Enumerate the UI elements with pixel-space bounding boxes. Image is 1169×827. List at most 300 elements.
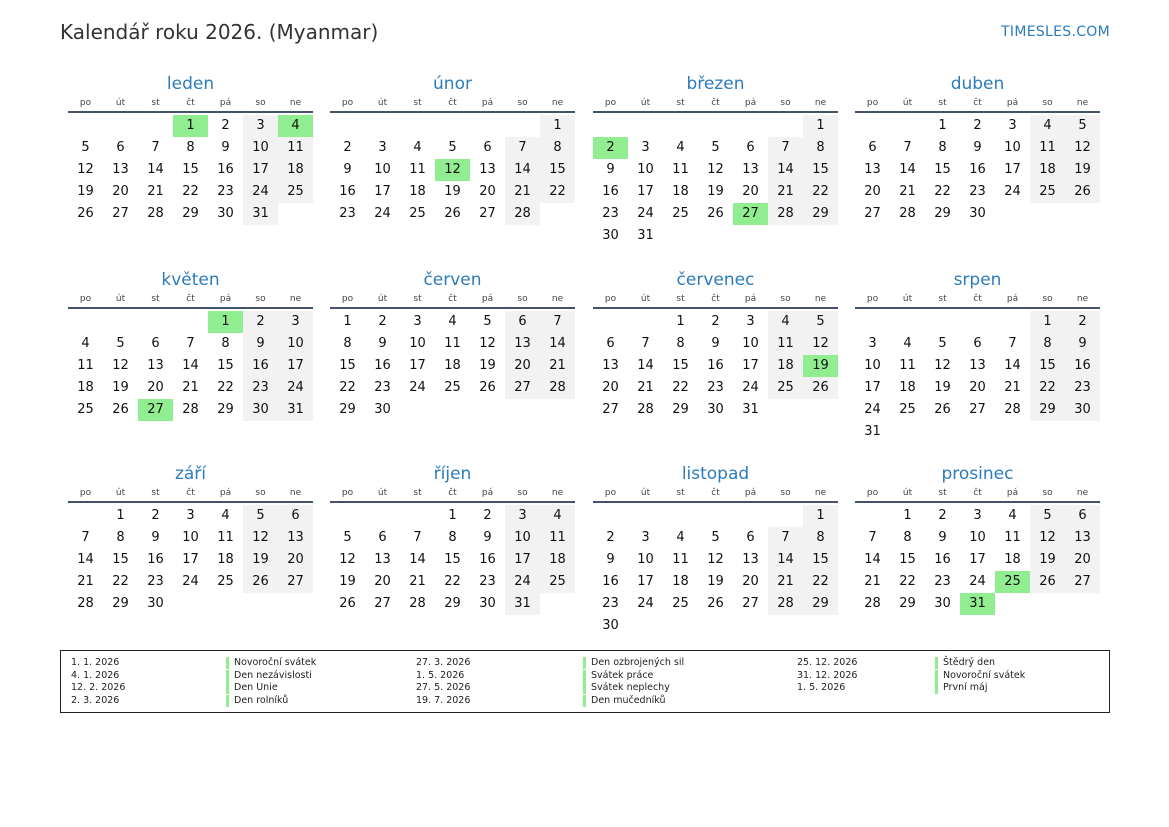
day-cell: 21 — [505, 181, 540, 203]
day-cell: 13 — [505, 333, 540, 355]
weekday-label: po — [79, 488, 92, 498]
brand-link[interactable]: TIMESLES.COM — [1001, 24, 1110, 40]
day-cell: 20 — [1065, 549, 1100, 571]
day-cell: 12 — [803, 333, 838, 355]
day-cell: 31 — [637, 228, 654, 243]
day-grid — [68, 115, 313, 225]
weekday-label: st — [676, 488, 685, 498]
weekday-label: po — [79, 294, 92, 304]
day-cell: 28 — [409, 596, 426, 611]
day-cell: 29 — [899, 596, 916, 611]
day-cell: 7 — [768, 137, 803, 159]
day-cell: 13 — [1065, 527, 1100, 549]
legend-holiday-name: Den rolníků — [226, 695, 288, 707]
weekday-label: st — [938, 98, 947, 108]
day-cell: 13 — [374, 552, 391, 567]
day-cell: 4 — [676, 530, 685, 545]
day-grid — [68, 311, 313, 421]
day-cell: 14 — [77, 552, 94, 567]
day-cell: 16 — [969, 162, 986, 177]
day-cell: 6 — [973, 336, 982, 351]
day-cell: 7 — [81, 530, 90, 545]
day-cell: 15 — [112, 552, 129, 567]
day-cell: 22 — [934, 184, 951, 199]
day-cell: 13 — [742, 552, 759, 567]
weekday-label: út — [377, 488, 388, 498]
weekday-label: út — [640, 294, 651, 304]
weekday-label: ne — [551, 98, 564, 108]
weekday-label: so — [1042, 98, 1053, 108]
day-cell: 24 — [374, 206, 391, 221]
day-cell: 11 — [540, 527, 575, 549]
weekday-label: pá — [744, 488, 757, 498]
day-cell: 3 — [243, 115, 278, 137]
day-cell: 24 — [409, 380, 426, 395]
empty-cell — [68, 115, 103, 137]
holiday-day-cell: 19 — [803, 355, 838, 377]
empty-cell — [733, 505, 768, 527]
day-cell: 16 — [243, 355, 278, 377]
day-cell: 2 — [378, 314, 387, 329]
day-cell: 21 — [409, 574, 426, 589]
day-cell: 17 — [505, 549, 540, 571]
empty-cell — [855, 115, 890, 137]
day-cell: 9 — [938, 530, 947, 545]
day-cell: 10 — [864, 358, 881, 373]
day-cell: 6 — [606, 336, 615, 351]
day-cell: 4 — [1008, 508, 1017, 523]
day-cell: 28 — [505, 203, 540, 225]
day-cell: 8 — [903, 530, 912, 545]
day-cell: 4 — [448, 314, 457, 329]
day-cell: 20 — [278, 549, 313, 571]
day-cell: 10 — [374, 162, 391, 177]
day-cell: 26 — [112, 402, 129, 417]
month-name: srpen — [953, 270, 1002, 290]
weekday-label: st — [151, 294, 160, 304]
day-cell: 28 — [768, 203, 803, 225]
legend-date: 4. 1. 2026 — [71, 669, 120, 681]
day-cell: 17 — [182, 552, 199, 567]
day-grid — [855, 115, 1100, 225]
weekday-header — [593, 292, 838, 309]
month-5 — [68, 269, 313, 421]
day-cell: 26 — [934, 402, 951, 417]
weekday-label: po — [604, 294, 617, 304]
month-4 — [855, 73, 1100, 225]
day-cell: 23 — [243, 377, 278, 399]
day-cell: 29 — [803, 593, 838, 615]
empty-cell — [663, 505, 698, 527]
day-cell: 7 — [868, 530, 877, 545]
weekday-label: po — [866, 294, 879, 304]
day-cell: 22 — [339, 380, 356, 395]
day-cell: 29 — [444, 596, 461, 611]
day-cell: 8 — [448, 530, 457, 545]
day-cell: 15 — [803, 549, 838, 571]
weekday-header — [855, 96, 1100, 113]
day-cell: 27 — [374, 596, 391, 611]
legend-holiday-name: Svátek neplechy — [583, 682, 670, 694]
day-cell: 24 — [182, 574, 199, 589]
day-cell: 25 — [899, 402, 916, 417]
day-cell: 17 — [409, 358, 426, 373]
day-cell: 29 — [672, 402, 689, 417]
day-cell: 18 — [672, 574, 689, 589]
day-cell: 4 — [1030, 115, 1065, 137]
holiday-day-cell: 1 — [208, 311, 243, 333]
day-cell: 23 — [339, 206, 356, 221]
day-cell: 30 — [147, 596, 164, 611]
day-cell: 5 — [711, 140, 720, 155]
day-cell: 21 — [540, 355, 575, 377]
day-cell: 5 — [483, 314, 492, 329]
weekday-label: ne — [814, 294, 827, 304]
day-cell: 17 — [637, 184, 654, 199]
day-cell: 24 — [278, 377, 313, 399]
weekday-header — [330, 486, 575, 503]
weekday-label: čt — [973, 98, 982, 108]
weekday-label: so — [255, 98, 266, 108]
day-cell: 18 — [217, 552, 234, 567]
day-cell: 2 — [151, 508, 160, 523]
day-cell: 2 — [243, 311, 278, 333]
day-cell: 21 — [768, 571, 803, 593]
day-cell: 9 — [606, 552, 615, 567]
day-cell: 6 — [1065, 505, 1100, 527]
day-cell: 19 — [444, 184, 461, 199]
day-cell: 6 — [378, 530, 387, 545]
day-cell: 12 — [707, 552, 724, 567]
day-cell: 25 — [217, 574, 234, 589]
weekday-header — [330, 96, 575, 113]
day-cell: 26 — [1030, 571, 1065, 593]
month-name: listopad — [681, 464, 750, 484]
day-cell: 4 — [768, 311, 803, 333]
weekday-label: so — [780, 98, 791, 108]
day-cell: 7 — [903, 140, 912, 155]
weekday-label: čt — [711, 294, 720, 304]
day-cell: 23 — [602, 596, 619, 611]
weekday-label: ne — [1076, 294, 1089, 304]
month-10 — [330, 463, 575, 615]
day-cell: 29 — [339, 402, 356, 417]
legend-holiday-name: Novoroční svátek — [935, 670, 1025, 682]
day-cell: 7 — [768, 527, 803, 549]
day-cell: 19 — [1065, 159, 1100, 181]
empty-cell — [470, 115, 505, 137]
month-name: únor — [433, 74, 472, 94]
day-cell: 24 — [505, 571, 540, 593]
day-cell: 25 — [1030, 181, 1065, 203]
day-cell: 29 — [803, 203, 838, 225]
legend-date: 27. 3. 2026 — [416, 657, 471, 668]
day-cell: 22 — [112, 574, 129, 589]
day-cell: 13 — [864, 162, 881, 177]
weekday-label: út — [377, 294, 388, 304]
weekday-label: čt — [186, 98, 195, 108]
day-cell: 18 — [672, 184, 689, 199]
day-cell: 23 — [217, 184, 234, 199]
day-cell: 20 — [479, 184, 496, 199]
day-cell: 11 — [1030, 137, 1065, 159]
day-cell: 7 — [505, 137, 540, 159]
day-cell: 27 — [479, 206, 496, 221]
day-cell: 3 — [378, 140, 387, 155]
holiday-day-cell: 1 — [173, 115, 208, 137]
weekday-label: čt — [448, 98, 457, 108]
day-cell: 15 — [444, 552, 461, 567]
day-cell: 25 — [768, 377, 803, 399]
weekday-label: pá — [1006, 294, 1019, 304]
weekday-label: ne — [289, 98, 302, 108]
weekday-label: so — [517, 98, 528, 108]
day-cell: 17 — [864, 380, 881, 395]
day-cell: 5 — [81, 140, 90, 155]
day-cell: 3 — [1008, 118, 1017, 133]
day-cell: 2 — [973, 118, 982, 133]
weekday-label: po — [866, 98, 879, 108]
day-cell: 18 — [768, 355, 803, 377]
day-cell: 27 — [505, 377, 540, 399]
day-cell: 22 — [803, 181, 838, 203]
month-name: prosinec — [941, 464, 1014, 484]
day-cell: 19 — [339, 574, 356, 589]
day-cell: 10 — [1004, 140, 1021, 155]
day-cell: 8 — [116, 530, 125, 545]
month-8 — [855, 269, 1100, 443]
empty-cell — [435, 115, 470, 137]
day-cell: 28 — [899, 206, 916, 221]
day-cell: 19 — [934, 380, 951, 395]
day-cell: 24 — [864, 402, 881, 417]
weekday-header — [68, 96, 313, 113]
day-cell: 13 — [147, 358, 164, 373]
empty-cell — [890, 311, 925, 333]
day-cell: 14 — [768, 549, 803, 571]
day-cell: 19 — [479, 358, 496, 373]
day-cell: 28 — [768, 593, 803, 615]
legend-holiday-name: Den nezávislosti — [226, 670, 312, 682]
legend-date: 12. 2. 2026 — [71, 682, 126, 693]
day-cell: 24 — [969, 574, 986, 589]
empty-cell — [330, 115, 365, 137]
day-cell: 23 — [602, 206, 619, 221]
weekday-label: st — [413, 98, 422, 108]
day-cell: 17 — [243, 159, 278, 181]
legend-holiday-name: Den ozbrojených sil — [583, 657, 684, 669]
day-cell: 24 — [637, 596, 654, 611]
legend-date: 1. 5. 2026 — [797, 682, 846, 693]
day-cell: 5 — [448, 140, 457, 155]
legend-date: 1. 5. 2026 — [416, 669, 465, 681]
weekday-label: čt — [973, 488, 982, 498]
weekday-label: po — [341, 488, 354, 498]
day-cell: 6 — [868, 140, 877, 155]
empty-cell — [103, 115, 138, 137]
day-cell: 30 — [969, 206, 986, 221]
day-cell: 7 — [413, 530, 422, 545]
day-cell: 6 — [116, 140, 125, 155]
month-name: březen — [686, 74, 745, 94]
day-cell: 8 — [540, 137, 575, 159]
day-cell: 9 — [378, 336, 387, 351]
day-cell: 23 — [1065, 377, 1100, 399]
legend-date: 19. 7. 2026 — [416, 694, 471, 706]
weekday-label: ne — [1076, 488, 1089, 498]
weekday-label: út — [115, 488, 126, 498]
day-cell: 21 — [864, 574, 881, 589]
day-cell: 29 — [1030, 399, 1065, 421]
legend-date: 27. 5. 2026 — [416, 682, 471, 693]
day-cell: 20 — [505, 355, 540, 377]
day-cell: 16 — [217, 162, 234, 177]
day-cell: 26 — [77, 206, 94, 221]
day-cell: 18 — [444, 358, 461, 373]
day-cell: 12 — [934, 358, 951, 373]
day-cell: 15 — [217, 358, 234, 373]
day-cell: 10 — [278, 333, 313, 355]
weekday-label: ne — [289, 488, 302, 498]
legend-holiday-name: Štědrý den — [935, 657, 995, 669]
empty-cell — [68, 311, 103, 333]
day-cell: 23 — [707, 380, 724, 395]
day-cell: 3 — [973, 508, 982, 523]
day-cell: 26 — [707, 596, 724, 611]
day-grid — [330, 505, 575, 615]
day-cell: 5 — [116, 336, 125, 351]
day-cell: 31 — [505, 593, 540, 615]
day-cell: 30 — [479, 596, 496, 611]
day-cell: 14 — [768, 159, 803, 181]
day-cell: 22 — [899, 574, 916, 589]
day-cell: 24 — [1004, 184, 1021, 199]
month-7 — [593, 269, 838, 421]
weekday-label: út — [640, 488, 651, 498]
day-cell: 4 — [413, 140, 422, 155]
weekday-label: pá — [744, 294, 757, 304]
day-cell: 1 — [343, 314, 352, 329]
day-cell: 29 — [217, 402, 234, 417]
day-cell: 3 — [186, 508, 195, 523]
day-cell: 12 — [479, 336, 496, 351]
day-cell: 3 — [413, 314, 422, 329]
day-cell: 15 — [899, 552, 916, 567]
day-cell: 27 — [969, 402, 986, 417]
day-cell: 27 — [112, 206, 129, 221]
day-cell: 28 — [864, 596, 881, 611]
day-cell: 12 — [339, 552, 356, 567]
day-cell: 23 — [374, 380, 391, 395]
day-cell: 1 — [448, 508, 457, 523]
day-cell: 5 — [711, 530, 720, 545]
weekday-label: po — [866, 488, 879, 498]
day-cell: 22 — [1030, 377, 1065, 399]
day-cell: 10 — [505, 527, 540, 549]
weekday-label: pá — [481, 488, 494, 498]
day-cell: 9 — [483, 530, 492, 545]
day-cell: 11 — [409, 162, 426, 177]
day-cell: 11 — [672, 552, 689, 567]
day-cell: 21 — [147, 184, 164, 199]
day-cell: 8 — [221, 336, 230, 351]
day-cell: 19 — [707, 184, 724, 199]
empty-cell — [103, 311, 138, 333]
day-cell: 8 — [938, 140, 947, 155]
day-cell: 17 — [742, 358, 759, 373]
month-name: říjen — [433, 464, 472, 484]
empty-cell — [593, 311, 628, 333]
weekday-label: ne — [289, 294, 302, 304]
day-cell: 9 — [343, 162, 352, 177]
day-cell: 16 — [602, 184, 619, 199]
weekday-label: ne — [551, 294, 564, 304]
holiday-day-cell: 12 — [435, 159, 470, 181]
day-cell: 28 — [637, 402, 654, 417]
day-cell: 25 — [278, 181, 313, 203]
day-cell: 3 — [505, 505, 540, 527]
day-cell: 3 — [641, 140, 650, 155]
legend-holiday-name: Den Unie — [226, 682, 278, 694]
empty-cell — [663, 115, 698, 137]
day-cell: 27 — [1065, 571, 1100, 593]
day-cell: 25 — [77, 402, 94, 417]
day-cell: 28 — [1004, 402, 1021, 417]
day-cell: 12 — [707, 162, 724, 177]
day-cell: 3 — [278, 311, 313, 333]
day-cell: 14 — [864, 552, 881, 567]
day-cell: 13 — [479, 162, 496, 177]
day-cell: 16 — [374, 358, 391, 373]
day-cell: 26 — [444, 206, 461, 221]
day-cell: 17 — [1004, 162, 1021, 177]
weekday-label: út — [902, 98, 913, 108]
day-cell: 29 — [934, 206, 951, 221]
weekday-label: ne — [551, 488, 564, 498]
weekday-label: po — [604, 488, 617, 498]
weekday-label: pá — [219, 488, 232, 498]
day-cell: 11 — [672, 162, 689, 177]
legend-holiday-name: Novoroční svátek — [226, 657, 316, 669]
day-cell: 23 — [969, 184, 986, 199]
day-cell: 13 — [742, 162, 759, 177]
day-cell: 25 — [540, 571, 575, 593]
day-cell: 15 — [672, 358, 689, 373]
day-cell: 9 — [151, 530, 160, 545]
day-cell: 20 — [742, 574, 759, 589]
day-cell: 24 — [742, 380, 759, 395]
empty-cell — [768, 505, 803, 527]
day-cell: 16 — [479, 552, 496, 567]
holiday-day-cell: 31 — [960, 593, 995, 615]
weekday-label: po — [341, 98, 354, 108]
weekday-label: so — [517, 488, 528, 498]
holiday-day-cell: 2 — [593, 137, 628, 159]
day-cell: 13 — [602, 358, 619, 373]
weekday-header — [593, 96, 838, 113]
day-cell: 9 — [243, 333, 278, 355]
weekday-label: st — [413, 488, 422, 498]
day-cell: 26 — [803, 377, 838, 399]
day-cell: 1 — [676, 314, 685, 329]
day-cell: 6 — [483, 140, 492, 155]
day-cell: 16 — [147, 552, 164, 567]
day-cell: 11 — [278, 137, 313, 159]
day-grid — [330, 311, 575, 421]
empty-cell — [365, 505, 400, 527]
day-cell: 14 — [540, 333, 575, 355]
day-cell: 19 — [112, 380, 129, 395]
